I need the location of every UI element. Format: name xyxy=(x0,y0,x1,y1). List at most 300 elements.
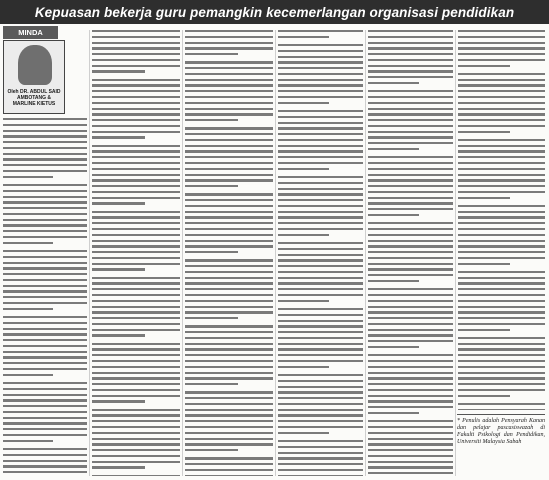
text-line xyxy=(278,432,329,434)
text-line xyxy=(278,259,363,261)
text-line xyxy=(368,119,453,121)
text-line xyxy=(92,90,180,92)
text-line xyxy=(458,59,545,61)
headline-bar xyxy=(0,0,549,24)
text-line xyxy=(185,475,273,476)
text-line xyxy=(458,125,545,127)
text-line xyxy=(92,300,180,302)
text-line xyxy=(458,395,510,397)
text-line xyxy=(185,30,273,32)
text-line xyxy=(92,294,180,296)
text-line xyxy=(92,47,180,49)
text-line xyxy=(92,426,180,428)
text-column xyxy=(278,30,363,476)
text-line xyxy=(92,449,180,451)
text-line xyxy=(458,156,545,158)
text-line xyxy=(368,202,453,204)
text-line xyxy=(3,322,87,324)
text-line xyxy=(368,461,453,463)
text-line xyxy=(278,331,363,333)
text-line xyxy=(458,348,545,350)
text-line xyxy=(3,196,87,198)
text-line xyxy=(3,405,87,407)
text-line xyxy=(3,422,87,424)
text-line xyxy=(278,30,363,32)
text-line xyxy=(368,288,453,290)
text-line xyxy=(3,256,87,258)
text-line xyxy=(3,428,87,430)
text-line xyxy=(368,383,453,385)
column-divider xyxy=(275,30,276,476)
text-line xyxy=(368,148,419,150)
text-line xyxy=(185,185,238,187)
text-line xyxy=(278,320,363,322)
text-line xyxy=(368,136,453,138)
text-line xyxy=(458,162,545,164)
text-line xyxy=(185,119,238,121)
text-line xyxy=(3,267,87,269)
column-divider xyxy=(182,30,183,476)
text-line xyxy=(368,36,453,38)
text-line xyxy=(92,317,180,319)
text-line xyxy=(278,337,363,339)
text-line xyxy=(92,432,180,434)
text-line xyxy=(92,202,145,204)
text-line xyxy=(185,409,273,411)
text-line xyxy=(458,185,545,187)
text-column xyxy=(368,30,453,476)
text-line xyxy=(458,36,545,38)
text-line xyxy=(458,317,545,319)
text-line xyxy=(185,42,273,44)
text-line xyxy=(185,102,273,104)
text-line xyxy=(92,257,180,259)
text-line xyxy=(368,108,453,110)
text-line xyxy=(3,153,87,155)
text-line xyxy=(458,329,510,331)
text-line xyxy=(458,409,545,410)
text-line xyxy=(278,193,363,195)
text-line xyxy=(92,383,180,385)
text-line xyxy=(458,366,545,368)
text-line xyxy=(92,216,180,218)
text-line xyxy=(3,399,87,401)
text-line xyxy=(458,84,545,86)
text-line xyxy=(185,311,273,313)
text-line xyxy=(185,73,273,75)
text-line xyxy=(3,374,53,376)
text-line xyxy=(368,443,453,445)
text-line xyxy=(368,257,453,259)
text-line xyxy=(458,65,510,67)
text-line xyxy=(185,259,273,261)
text-line xyxy=(368,222,453,224)
text-line xyxy=(92,96,180,98)
section-tag: MINDA xyxy=(3,26,58,39)
text-line xyxy=(185,245,273,247)
text-line xyxy=(185,443,273,445)
text-line xyxy=(185,251,238,253)
text-line xyxy=(458,240,545,242)
text-line xyxy=(278,84,363,86)
text-line xyxy=(185,162,273,164)
text-line xyxy=(278,403,363,405)
text-line xyxy=(368,311,453,313)
text-line xyxy=(458,42,545,44)
text-line xyxy=(458,294,545,296)
text-line xyxy=(185,265,273,267)
text-line xyxy=(458,53,545,55)
text-line xyxy=(92,185,180,187)
text-line xyxy=(278,254,363,256)
text-line xyxy=(92,174,180,176)
text-line xyxy=(278,366,329,368)
text-line xyxy=(92,389,180,391)
text-line xyxy=(92,343,180,345)
text-line xyxy=(458,245,545,247)
text-line xyxy=(368,174,453,176)
text-column xyxy=(92,30,180,476)
text-line xyxy=(458,211,545,213)
text-line xyxy=(92,245,180,247)
text-line xyxy=(92,348,180,350)
text-line xyxy=(185,211,273,213)
text-line xyxy=(3,302,87,304)
text-line xyxy=(278,90,363,92)
text-line xyxy=(3,279,87,281)
text-line xyxy=(3,230,87,232)
text-line xyxy=(3,308,53,310)
text-line xyxy=(185,205,273,207)
text-line xyxy=(3,147,87,149)
text-line xyxy=(458,277,545,279)
text-line xyxy=(368,466,453,468)
text-line xyxy=(92,354,180,356)
text-line xyxy=(3,242,53,244)
text-line xyxy=(368,354,453,356)
text-line xyxy=(92,455,180,457)
text-line xyxy=(278,354,363,356)
text-line xyxy=(185,53,238,55)
text-line xyxy=(458,372,545,374)
text-line xyxy=(3,454,87,456)
text-line xyxy=(185,432,273,434)
text-line xyxy=(458,96,545,98)
text-line xyxy=(185,420,273,422)
text-line xyxy=(458,282,545,284)
text-line xyxy=(278,308,363,310)
text-line xyxy=(92,30,180,32)
text-line xyxy=(368,90,453,92)
column-divider xyxy=(89,30,90,476)
text-line xyxy=(92,168,180,170)
text-line xyxy=(185,325,273,327)
text-line xyxy=(368,432,453,434)
text-line xyxy=(185,343,273,345)
text-line xyxy=(92,372,180,374)
text-line xyxy=(278,360,363,362)
text-line xyxy=(185,222,273,224)
text-line xyxy=(458,383,545,385)
text-line xyxy=(3,285,87,287)
text-line xyxy=(3,394,87,396)
text-line xyxy=(3,388,87,390)
text-line xyxy=(3,219,87,221)
headline: Kepuasan bekerja guru pemangkin kecemerlangan organisasi pendidikan xyxy=(34,4,515,20)
text-line xyxy=(278,294,363,296)
text-line xyxy=(3,118,87,120)
text-line xyxy=(368,449,453,451)
text-line xyxy=(368,426,453,428)
text-line xyxy=(185,193,273,195)
text-line xyxy=(185,228,273,230)
text-line xyxy=(368,438,453,440)
text-line xyxy=(185,47,273,49)
text-line xyxy=(92,400,145,402)
text-line xyxy=(278,102,329,104)
text-line xyxy=(368,191,453,193)
text-line xyxy=(368,245,453,247)
text-line xyxy=(458,145,545,147)
text-line xyxy=(92,443,180,445)
text-line xyxy=(458,354,545,356)
text-line xyxy=(368,156,453,158)
text-line xyxy=(92,306,180,308)
text-line xyxy=(368,294,453,296)
text-line xyxy=(458,119,545,121)
text-line xyxy=(3,465,87,467)
text-line xyxy=(185,174,273,176)
text-line xyxy=(278,122,363,124)
text-line xyxy=(92,145,180,147)
text-line xyxy=(92,323,180,325)
text-line xyxy=(278,475,363,476)
text-line xyxy=(458,234,545,236)
text-line xyxy=(92,136,145,138)
text-line xyxy=(458,323,545,325)
text-line xyxy=(92,131,180,133)
text-line xyxy=(458,191,545,193)
text-line xyxy=(368,366,453,368)
text-line xyxy=(368,406,453,408)
text-line xyxy=(458,403,545,405)
text-column xyxy=(3,118,87,476)
text-line xyxy=(92,288,180,290)
text-line xyxy=(368,455,453,457)
text-line xyxy=(278,56,363,58)
text-line xyxy=(458,197,510,199)
text-line xyxy=(458,90,545,92)
text-line xyxy=(368,197,453,199)
text-line xyxy=(92,461,180,463)
text-line xyxy=(185,67,273,69)
text-line xyxy=(278,282,363,284)
text-line xyxy=(278,61,363,63)
text-line xyxy=(3,176,53,178)
text-line xyxy=(458,79,545,81)
text-line xyxy=(3,434,87,436)
text-line xyxy=(368,76,453,78)
text-line xyxy=(92,420,180,422)
text-line xyxy=(185,354,273,356)
text-line xyxy=(458,168,545,170)
text-line xyxy=(185,469,273,471)
text-line xyxy=(368,389,453,391)
text-line xyxy=(3,333,87,335)
text-line xyxy=(92,409,180,411)
text-line xyxy=(278,242,363,244)
text-line xyxy=(3,262,87,264)
text-line xyxy=(185,150,273,152)
text-line xyxy=(368,346,419,348)
text-line xyxy=(368,53,453,55)
text-line xyxy=(3,124,87,126)
text-line xyxy=(278,67,363,69)
text-line xyxy=(278,409,363,411)
text-line xyxy=(185,145,273,147)
text-line xyxy=(92,150,180,152)
text-line xyxy=(185,463,273,465)
text-line xyxy=(278,222,363,224)
text-line xyxy=(278,288,363,290)
text-line xyxy=(3,164,87,166)
text-line xyxy=(92,475,180,476)
text-line xyxy=(278,314,363,316)
text-line xyxy=(92,36,180,38)
author-byline: Oleh DR. ABDUL SAID AMBOTANG & MARLINE KIETUS xyxy=(7,89,61,107)
text-line xyxy=(368,412,419,414)
text-line xyxy=(278,391,363,393)
text-line xyxy=(3,290,87,292)
text-line xyxy=(458,30,545,32)
text-line xyxy=(368,400,453,402)
text-line xyxy=(92,191,180,193)
text-line xyxy=(3,250,87,252)
text-line xyxy=(185,127,273,129)
text-line xyxy=(368,340,453,342)
text-line xyxy=(368,268,453,270)
text-line xyxy=(3,440,53,442)
text-line xyxy=(92,329,180,331)
text-line xyxy=(278,110,363,112)
text-line xyxy=(458,288,545,290)
text-line xyxy=(3,339,87,341)
text-line xyxy=(458,251,545,253)
text-line xyxy=(92,311,180,313)
text-line xyxy=(92,222,180,224)
text-line xyxy=(368,323,453,325)
text-line xyxy=(92,125,180,127)
text-line xyxy=(3,273,87,275)
column-divider xyxy=(455,30,456,476)
text-line xyxy=(185,377,273,379)
text-column xyxy=(185,30,273,476)
text-line xyxy=(3,135,87,137)
text-line xyxy=(185,36,273,38)
text-line xyxy=(92,102,180,104)
text-line xyxy=(92,414,180,416)
text-line xyxy=(185,168,273,170)
text-line xyxy=(185,113,273,115)
text-line xyxy=(185,397,273,399)
text-line xyxy=(458,102,545,104)
text-line xyxy=(3,471,87,473)
text-line xyxy=(278,457,363,459)
author-box xyxy=(3,40,65,114)
footnote-rule xyxy=(457,414,545,415)
text-line xyxy=(278,446,363,448)
text-line xyxy=(185,240,273,242)
text-line xyxy=(185,133,273,135)
text-line xyxy=(185,282,273,284)
text-line xyxy=(368,306,453,308)
text-line xyxy=(185,383,238,385)
text-line xyxy=(185,271,273,273)
text-line xyxy=(92,156,180,158)
text-line xyxy=(3,328,87,330)
text-line xyxy=(278,216,363,218)
text-line xyxy=(368,472,453,474)
text-line xyxy=(368,240,453,242)
text-line xyxy=(458,343,545,345)
text-line xyxy=(368,42,453,44)
text-line xyxy=(185,108,273,110)
text-line xyxy=(92,53,180,55)
text-line xyxy=(278,380,363,382)
text-line xyxy=(458,377,545,379)
text-line xyxy=(278,469,363,471)
text-line xyxy=(278,325,363,327)
text-line xyxy=(185,199,273,201)
text-line xyxy=(278,248,363,250)
text-line xyxy=(185,426,273,428)
text-line xyxy=(92,211,180,213)
text-line xyxy=(185,294,273,296)
text-line xyxy=(368,30,453,32)
text-line xyxy=(458,216,545,218)
text-line xyxy=(368,102,453,104)
text-line xyxy=(185,331,273,333)
text-column xyxy=(458,30,545,410)
text-line xyxy=(368,420,453,422)
footnote: * Penulis adalah Pensyarah Kanan dan pelajar pascasiswazah di Fakulti Psikologi dan Pendidikan, Universiti Malaysia Sabah xyxy=(457,418,545,445)
text-line xyxy=(368,274,453,276)
text-line xyxy=(3,236,87,238)
text-line xyxy=(185,348,273,350)
text-line xyxy=(368,185,453,187)
text-line xyxy=(278,127,363,129)
text-line xyxy=(278,168,329,170)
text-line xyxy=(368,377,453,379)
text-line xyxy=(458,139,545,141)
text-line xyxy=(3,141,87,143)
text-line xyxy=(185,403,273,405)
text-line xyxy=(368,329,453,331)
column-divider xyxy=(365,30,366,476)
text-line xyxy=(368,372,453,374)
text-line xyxy=(278,96,363,98)
text-line xyxy=(92,113,180,115)
text-line xyxy=(185,300,273,302)
text-line xyxy=(92,228,180,230)
text-line xyxy=(278,271,363,273)
text-line xyxy=(92,240,180,242)
text-line xyxy=(3,201,87,203)
text-line xyxy=(92,268,145,270)
text-line xyxy=(3,362,87,364)
text-line xyxy=(278,145,363,147)
text-line xyxy=(368,360,453,362)
